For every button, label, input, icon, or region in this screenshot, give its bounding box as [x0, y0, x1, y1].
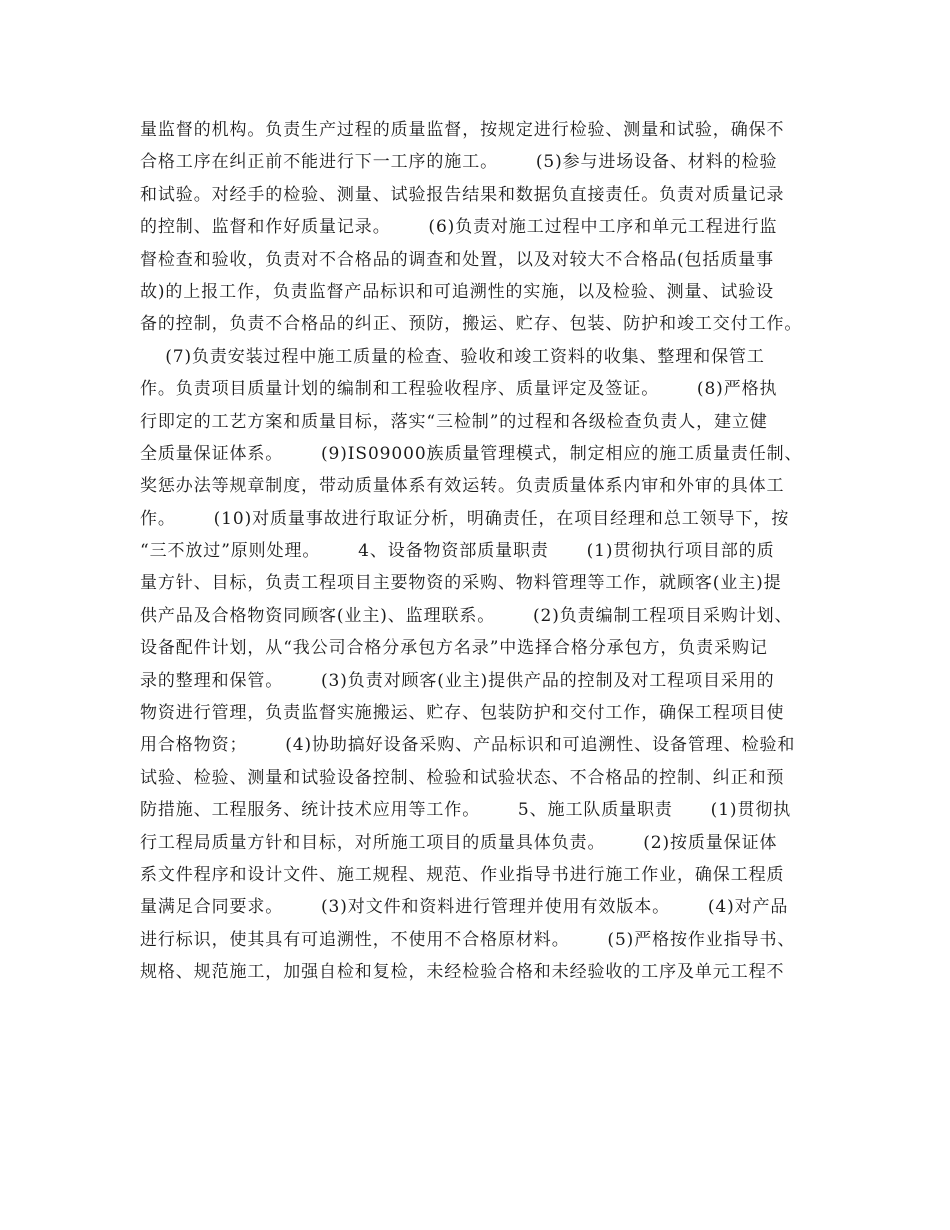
body-text [140, 114, 815, 989]
text-line: 量满足合同要求。 (3)对文件和资料进行管理并使用有效版本。 (4)对产品 [140, 897, 789, 918]
text-line: 和试验。对经手的检验、测量、试验报告结果和数据负直接责任。负责对质量记录 [140, 184, 785, 205]
text-line: 规格、规范施工，加强自检和复检，未经检验合格和未经验收的工序及单元工程不 [140, 962, 785, 983]
text-line: 行即定的工艺方案和质量目标，落实“三检制”的过程和各级检查负责人，建立健 [140, 411, 768, 432]
text-line: 行工程局质量方针和目标，对所施工项目的质量具体负责。 (2)按质量保证体 [140, 832, 778, 853]
text-line: 用合格物资； (4)协助搞好设备采购、产品标识和可追溯性、设备管理、检验和 [140, 735, 796, 756]
text-line: 供产品及合格物资同顾客(业主)、监理联系。 (2)负责编制工程项目采购计划、 [140, 605, 793, 626]
text-line: 设备配件计划，从“我公司合格分承包方名录”中选择合格分承包方，负责采购记 [140, 638, 768, 659]
text-line: 作。负责项目质量计划的编制和工程验收程序、质量评定及签证。 (8)严格执 [140, 379, 778, 400]
text-line: 作。 (10)对质量事故进行取证分析，明确责任，在项目经理和总工领导下，按 [140, 508, 790, 529]
text-line: 合格工序在纠正前不能进行下一工序的施工。 (5)参与进场设备、材料的检验 [140, 152, 778, 173]
text-line: 故)的上报工作，负责监督产品标识和可追溯性的实施，以及检验、测量、试验设 [140, 281, 775, 302]
text-line: 录的整理和保管。 (3)负责对顾客(业主)提供产品的控制及对工程项目采用的 [140, 670, 775, 691]
text-line: 系文件程序和设计文件、施工规程、规范、作业指导书进行施工作业，确保工程质 [140, 864, 785, 885]
text-line: 督检查和验收，负责对不合格品的调查和处置，以及对较大不合格品(包括质量事 [140, 249, 775, 270]
text-line: “三不放过”原则处理。 4、设备物资部质量职责 (1)贯彻执行项目部的质 [140, 541, 775, 562]
text-line: (7)负责安装过程中施工质量的检查、验收和竣工资料的收集、整理和保管工 [140, 346, 765, 367]
text-line: 进行标识，使其具有可追溯性，不使用不合格原材料。 (5)严格按作业指导书、 [140, 929, 796, 950]
text-line: 全质量保证体系。 (9)IS09000族质量管理模式，制定相应的施工质量责任制、 [140, 443, 803, 464]
text-line: 量方针、目标，负责工程项目主要物资的采购、物料管理等工作，就顾客(业主)提 [140, 573, 782, 594]
text-line: 物资进行管理，负责监督实施搬运、贮存、包装防护和交付工作，确保工程项目使 [140, 703, 785, 724]
text-line: 量监督的机构。负责生产过程的质量监督，按规定进行检验、测量和试验，确保不 [140, 120, 785, 140]
text-line: 的控制、监督和作好质量记录。 (6)负责对施工过程中工序和单元工程进行监 [140, 217, 778, 238]
text-line: 试验、检验、测量和试验设备控制、检验和试验状态、不合格品的控制、纠正和预 [140, 767, 785, 788]
text-line: 防措施、工程服务、统计技术应用等工作。 5、施工队质量职责 (1)贯彻执 [140, 800, 792, 821]
text-line: 备的控制，负责不合格品的纠正、预防，搬运、贮存、包装、防护和竣工交付工作。 [140, 314, 803, 335]
text-line: 奖惩办法等规章制度，带动质量体系有效运转。负责质量体系内审和外审的具体工 [140, 476, 785, 497]
